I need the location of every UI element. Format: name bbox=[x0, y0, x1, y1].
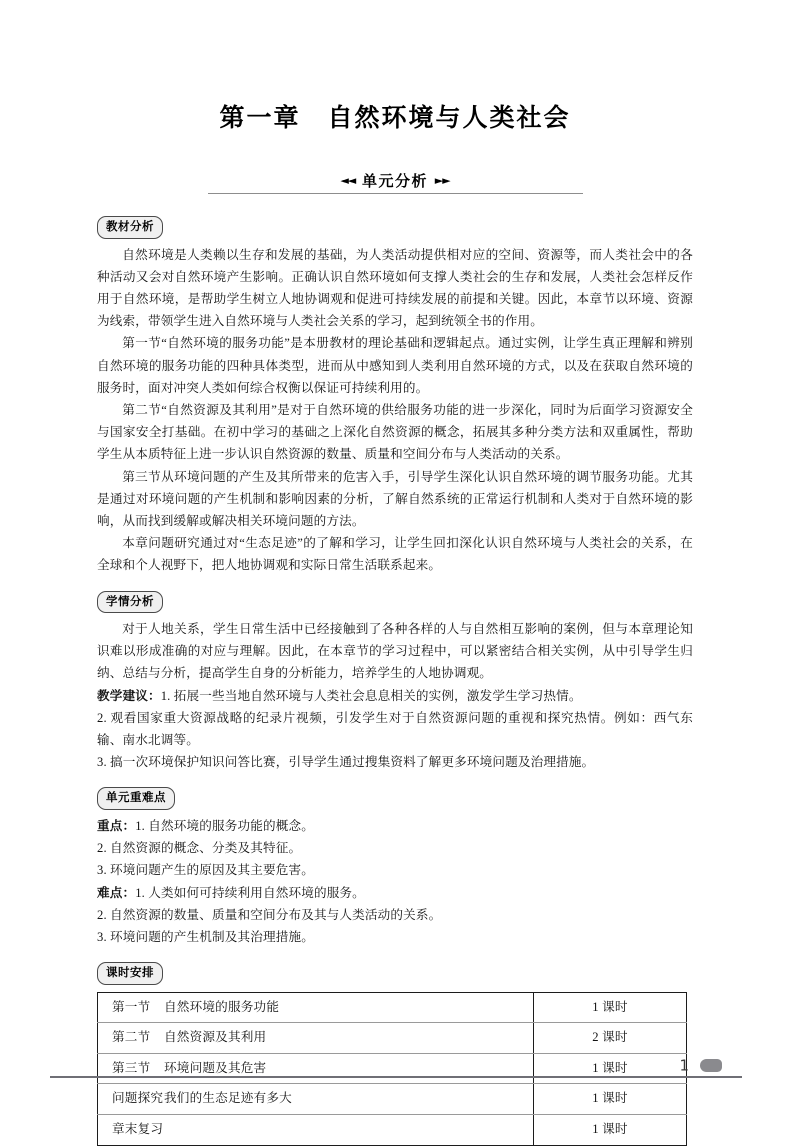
schedule-cell-title bbox=[98, 1084, 534, 1115]
badge-textbook-analysis: 教材分析 bbox=[97, 216, 163, 239]
key-point-1 bbox=[97, 815, 693, 837]
banner-divider bbox=[208, 193, 583, 194]
left-arrows-icon: ◄◄ bbox=[340, 174, 356, 187]
schedule-title-1: 自然资源及其利用 bbox=[164, 1030, 267, 1045]
schedule-title-0: 自然环境的服务功能 bbox=[164, 999, 280, 1014]
teaching-suggestion-text-1: 1. 拓展一些当地自然环境与人类社会息息相关的实例，激发学生学习热情。 bbox=[160, 688, 582, 703]
table-row bbox=[98, 1084, 687, 1115]
badge-key-points: 单元重难点 bbox=[97, 787, 175, 810]
schedule-section-0: 第一节 bbox=[112, 999, 151, 1014]
schedule-section-2: 第三节 bbox=[112, 1060, 151, 1075]
page-content bbox=[97, 0, 693, 1146]
badge-student-analysis: 学情分析 bbox=[97, 591, 163, 614]
right-arrows-icon: ►► bbox=[434, 174, 450, 187]
paragraph-textbook-2: 第一节“自然环境的服务功能”是本册教材的理论基础和逻辑起点。通过实例，让学生真正理解和辨别自然环境的服务功能的四种具体类型，进而从中感知到人类利用自然环境的方式，以及在获取自然环境的服务时，面对冲突人类如何综合权衡以保证可持续利用的。 bbox=[97, 336, 693, 395]
difficult-point-2: 2. 自然资源的数量、质量和空间分布及其与人类活动的关系。 bbox=[97, 907, 442, 922]
schedule-hours-2: 1 课时 bbox=[534, 1053, 687, 1084]
schedule-cell-title bbox=[98, 1115, 534, 1146]
footer-page-number-row bbox=[50, 1056, 742, 1074]
page-title: 第一章 自然环境与人类社会 bbox=[219, 103, 571, 132]
schedule-title-3: 我们的生态足迹有多大 bbox=[164, 1091, 292, 1106]
schedule-section-4: 章末复习 bbox=[112, 1122, 164, 1137]
table-row bbox=[98, 992, 687, 1023]
difficult-point-1 bbox=[97, 882, 693, 904]
banner-label: 单元分析 bbox=[361, 172, 428, 190]
table-row bbox=[98, 1115, 687, 1146]
teaching-suggestion-1 bbox=[97, 685, 693, 707]
schedule-section-1: 第二节 bbox=[112, 1030, 151, 1045]
table-row bbox=[98, 1023, 687, 1054]
schedule-cell-title bbox=[98, 992, 534, 1023]
section-header-schedule bbox=[97, 962, 693, 985]
section-header-student-analysis bbox=[97, 591, 693, 614]
teaching-suggestion-3: 3. 搞一次环境保护知识问答比赛，引导学生通过搜集资料了解更多环境问题及治理措施。 bbox=[97, 755, 595, 770]
schedule-cell-title bbox=[98, 1023, 534, 1054]
teaching-suggestion-2: 2. 观看国家重大资源战略的纪录片视频，引发学生对于自然资源问题的重视和探究热情。例如：西气东输、南水北调等。 bbox=[97, 710, 693, 748]
footer-divider bbox=[50, 1076, 742, 1078]
schedule-section-3: 问题探究 bbox=[112, 1091, 164, 1106]
key-point-text-1: 1. 自然环境的服务功能的概念。 bbox=[135, 818, 314, 833]
difficult-points-lead: 难点： bbox=[97, 885, 136, 900]
paragraph-textbook-1: 自然环境是人类赖以生存和发展的基础，为人类活动提供相对应的空间、资源等，而人类社会中的各种活动又会对自然环境产生影响。正确认识自然环境如何支撑人类社会的生存和发展，人类社会怎样反作用于自然环境，是帮助学生树立人地协调观和促进可持续发展的前提和关键。因此，本章节以环境、资源为线索，带领学生进入自然环境与人类社会关系的学习，起到统领全书的作用。 bbox=[97, 247, 693, 329]
paragraph-textbook-5: 本章问题研究通过对“生态足迹”的了解和学习，让学生回扣深化认识自然环境与人类社会的关系，在全球和个人视野下，把人地协调观和实际日常生活联系起来。 bbox=[97, 536, 693, 573]
section-header-textbook-analysis bbox=[97, 216, 693, 239]
teaching-suggestion-lead: 教学建议： bbox=[97, 688, 161, 703]
schedule-hours-0: 1 课时 bbox=[534, 992, 687, 1023]
difficult-point-3: 3. 环境问题的产生机制及其治理措施。 bbox=[97, 929, 314, 944]
difficult-point-text-1: 1. 人类如何可持续利用自然环境的服务。 bbox=[135, 885, 365, 900]
page-number: 1 bbox=[679, 1056, 689, 1075]
key-points-lead: 重点： bbox=[97, 818, 136, 833]
banner-title bbox=[336, 170, 453, 191]
schedule-hours-4: 1 课时 bbox=[534, 1115, 687, 1146]
badge-schedule: 课时安排 bbox=[97, 962, 163, 985]
footer-chip-icon bbox=[700, 1059, 722, 1072]
unit-analysis-banner bbox=[97, 170, 693, 194]
key-point-3: 3. 环境问题产生的原因及其主要危害。 bbox=[97, 863, 314, 878]
page-footer bbox=[50, 1056, 742, 1078]
key-point-2: 2. 自然资源的概念、分类及其特征。 bbox=[97, 841, 302, 856]
schedule-hours-1: 2 课时 bbox=[534, 1023, 687, 1054]
schedule-hours-3: 1 课时 bbox=[534, 1084, 687, 1115]
schedule-title-2: 环境问题及其危害 bbox=[164, 1060, 267, 1075]
paragraph-textbook-3: 第二节“自然资源及其利用”是对于自然环境的供给服务功能的进一步深化，同时为后面学习资源安全与国家安全打基础。在初中学习的基础之上深化自然资源的概念，拓展其多种分类方法和双重属性，帮助学生从本质特征上进一步认识自然资源的数量、质量和空间分布与人类活动的关系。 bbox=[97, 402, 693, 462]
paragraph-student-1: 对于人地关系，学生日常生活中已经接触到了各种各样的人与自然相互影响的案例，但与本章理论知识难以形成准确的对应与理解。因此，在本章节的学习过程中，可以紧密结合相关实例，从中引导学生归纳、总结与分析，提高学生自身的分析能力，培养学生的人地协调观。 bbox=[97, 622, 693, 681]
section-header-key-points bbox=[97, 787, 693, 810]
paragraph-textbook-4: 第三节从环境问题的产生及其所带来的危害入手，引导学生深化认识自然环境的调节服务功能。尤其是通过对环境问题的产生机制和影响因素的分析，了解自然系统的正常运行机制和人类对于自然环境的影响，从而找到缓解或解决相关环境问题的方法。 bbox=[97, 469, 693, 528]
